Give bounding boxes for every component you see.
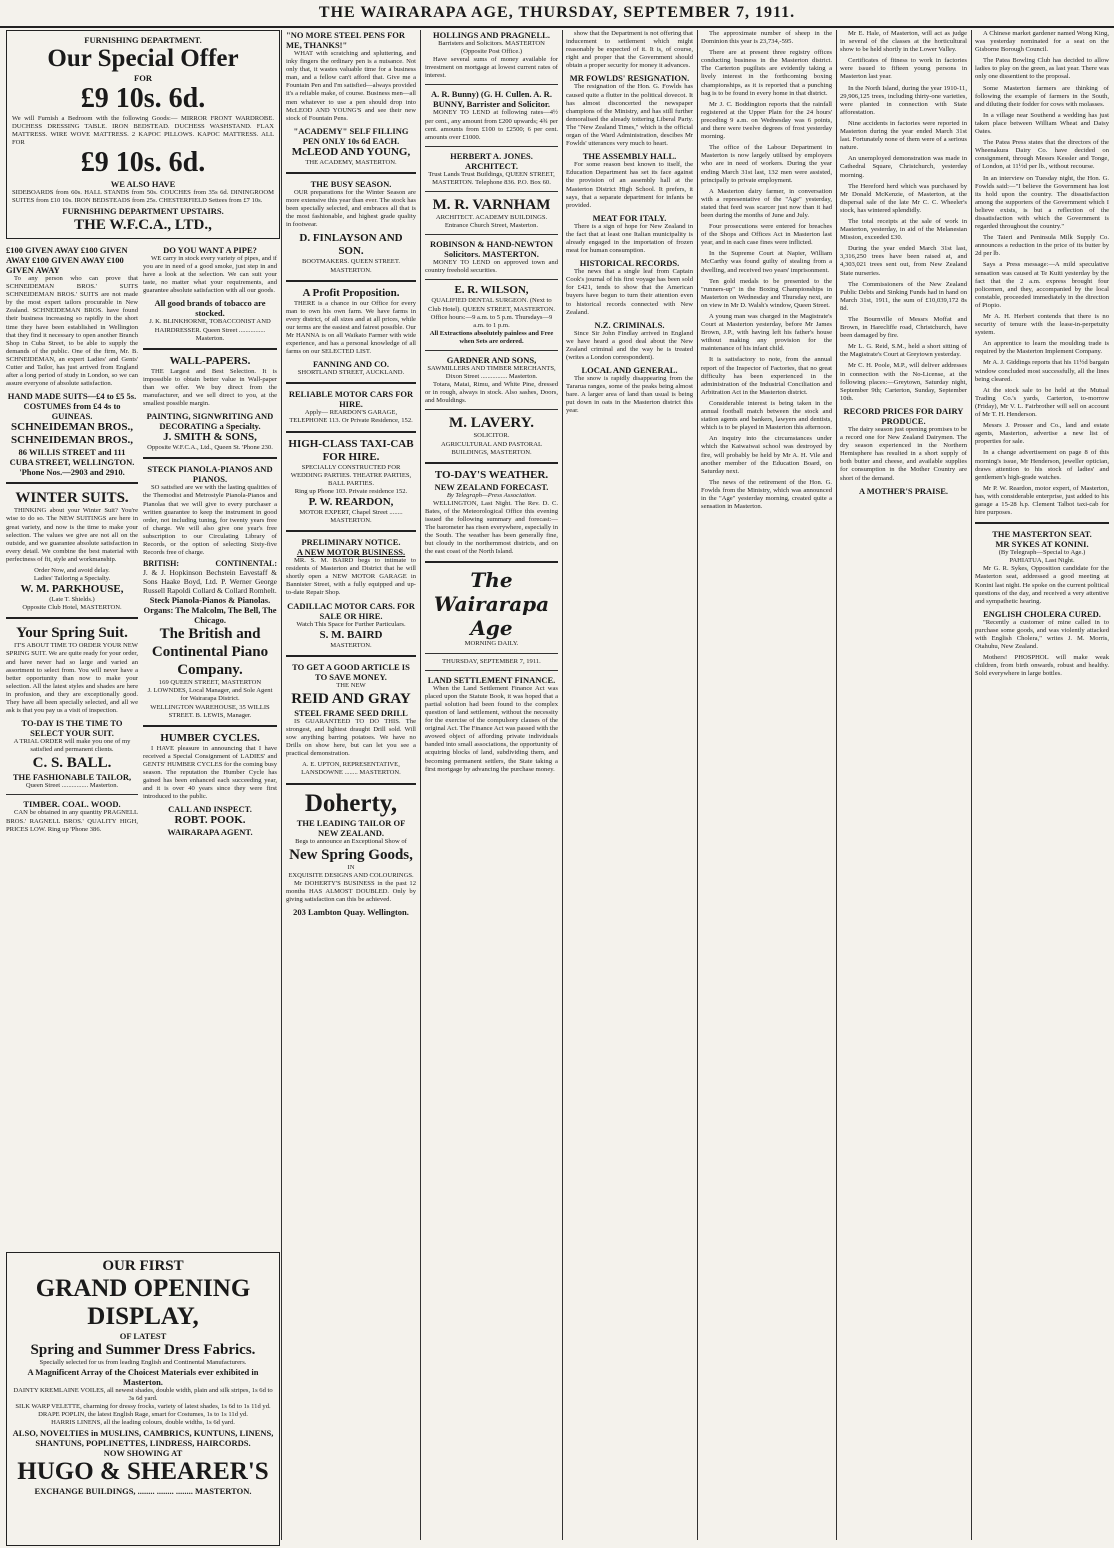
- ad-company: THE W.F.C.A., LTD.,: [74, 216, 212, 233]
- supreme: In the Supreme Court at Napier, William McCarthy was found guilty of stealing from a dwelling, and received two years' imprisonment.: [701, 250, 832, 274]
- blinkhorne: J. K. BLINKHORNE, TOBACCONIST AND HAIRDRESSER. Queen Street ................ Masterton.: [149, 318, 271, 342]
- commissioners: The Commissioners of the New Zealand Public Debts and Sinking Funds had in hand on March 31st, 1911, the sum of £10,039,172 8s 8d.: [840, 280, 967, 312]
- gold: Ten gold medals to be presented to the "runners-up" in the Boxing Championships in Masterton on Wednesday and Thursday next, are on view in Mr D. Walsh's window, Queen Street.: [701, 277, 832, 309]
- schneideman-addr: 86 WILLIS STREET and 111 CUBA STREET, WELLINGTON. 'Phone Nos.—2903 and 2910.: [9, 447, 135, 478]
- harris: HARRIS LINENS, all the leading colours, double widths, 1s 6d yard.: [51, 1419, 235, 1427]
- wilson-sub: QUALIFIED DENTAL SURGEON. (Next to Club Hotel). QUEEN STREET, MASTERTON.: [427, 297, 556, 313]
- intro: show that the Department is not offering that inducement to settlement which might reasonably be expected of it. It is, of course, right and proper that the Government should obtain a proper security for money it advances.: [566, 30, 693, 70]
- doherty: Doherty,: [304, 789, 398, 817]
- academy-pen: "ACADEMY" SELF FILLING PEN ONLY 10s 6d EACH.: [293, 125, 409, 146]
- says: Says a Press message:—A mild speculative sensation was caused at Te Kuiti yesterday by the fact that the 2 a.m. express brought four policemen, and they, accompanied by the local constable, proceeded immediately in the direction of Piopio.: [975, 261, 1109, 309]
- baird: S. M. BAIRD: [319, 628, 383, 641]
- prosecutions: Four prosecutions were entered for breaches of the Shops and Offices Act in Masterton last year, and in each case fines were inflicted.: [701, 223, 832, 247]
- wilson-note: All Extractions absolutely painless and Free when Sets are ordered.: [429, 329, 554, 345]
- column-rule: [697, 30, 698, 1540]
- inquiry: An inquiry into the circumstances under which the Kaiwaiwai school was destroyed by fire, will probably be held by Mr A. H. Vile and another member of the Education Board, on Saturday next.: [701, 435, 832, 475]
- dainty: DAINTY KREMLAINE VOILES, all newest shades, double width, plain and silk stripes, 1s 6d to 3s 6d yard.: [13, 1387, 273, 1403]
- herbert: Mr A. H. Herbert contends that there is no security of tenure with the lease-in-perpetuity system.: [975, 313, 1109, 337]
- column-4: [425, 30, 558, 1540]
- weather-sub: NEW ZEALAND FORECAST.: [434, 481, 549, 492]
- parkhouse-addr: Opposite Club Hotel, MASTERTON.: [22, 604, 122, 612]
- giddings: Mr A. J. Giddings reports that his 11½d bargain window concluded most successfully, all the lines being cleared.: [975, 359, 1109, 383]
- steck2: Steck Pianola-Pianos & Pianolas.: [149, 595, 271, 606]
- wilson-hours: Office hours:—9 a.m. to 5 p.m. Thursdays—9 a.m. to 1 p.m.: [430, 313, 553, 329]
- begs: Begs to announce an Exceptional Show of: [295, 837, 407, 845]
- fowlds: MR FOWLDS' RESIGNATION.: [569, 73, 690, 84]
- ad-price-repeat: £9 10s. 6d.: [80, 147, 206, 179]
- continental: CONTINENTAL:: [215, 559, 277, 569]
- pen-text: WHAT with scratching and spluttering, and inky fingers the ordinary pen is a nuisance. Not only that, it wastes valuable time for a business man, and a fellow can't afford that. Give me a Fountain Pen and I'm satisfied—always provided it's a reliable make, of course. Business men—all men whatever to use a pen should drop into McLEOD AND YOUNG'S and see their new stock of Fountain Pens.: [286, 50, 416, 122]
- column-2: [143, 245, 277, 1250]
- pipe-title: DO YOU WANT A PIPE?: [163, 245, 257, 255]
- gardner-sub: SAWMILLERS AND TIMBER MERCHANTS, Dixon Street ................ Masterton.: [427, 364, 556, 381]
- motor: RELIABLE MOTOR CARS FOR HIRE.: [288, 389, 414, 410]
- ad-section: FURNISHING DEPARTMENT.: [84, 35, 202, 45]
- ball-addr: Queen Street ................ Masterton.: [25, 782, 119, 790]
- silk: SILK WARP VELETTE, charming for dressy frocks, variety of latest shades, 1s 6d to 1s 11d yd.: [15, 1403, 271, 1411]
- land: LAND SETTLEMENT FINANCE.: [427, 674, 556, 685]
- sheep: The approximate number of sheep in the Dominion this year is 23,734,-595.: [701, 30, 832, 46]
- order: Order Now, and avoid delay.: [34, 566, 110, 574]
- baird-sub: MASTERTON.: [330, 641, 372, 649]
- column-rule: [281, 30, 282, 1540]
- hugo-shearer-ad: [6, 1252, 280, 1546]
- jones-addr: Trust Lands Trust Buildings, QUEEN STREET, MASTERTON. Telephone 836. P.O. Box 60.: [428, 170, 555, 186]
- masthead: THE WAIRARAPA AGE, THURSDAY, SEPTEMBER 7, 1911.: [0, 4, 1114, 28]
- upton: A. E. UPTON, REPRESENTATIVE, LANSDOWNE ........ MASTERTON.: [301, 761, 401, 777]
- makers: J. & J. Hopkinson Bechstein Eavestaff & Sons Haake Boyd, Ltd. P. Werner George Russell Rapoldi Collard & Collard Romhelt.: [143, 568, 277, 596]
- giveaway: £100 GIVEN AWAY £100 GIVEN AWAY £100 GIVEN AWAY £100 GIVEN AWAY: [6, 245, 128, 275]
- baird-text: MR. S. M. BAIRD begs to intimate to residents of Masterton and District that he will shortly open a NEW MOTOR GARAGE in Bannister Street, with a fully equipped and up-to-date Repair Shop.: [286, 557, 416, 597]
- fanning-addr: SHORTLAND STREET, AUCKLAND.: [297, 369, 405, 377]
- column-rule: [971, 30, 972, 1540]
- meat: MEAT FOR ITALY.: [592, 212, 667, 223]
- hollings-text: Have several sums of money available for investment on mortgage at lowest current rates of interest.: [425, 56, 558, 80]
- taieri: The Taieri and Peninsula Milk Supply Co. announces a reduction in the price of its butter by 2d per lb.: [975, 234, 1109, 258]
- sykes: MR SYKES AT KONINI.: [995, 539, 1089, 550]
- bc-addr: 169 QUEEN STREET, MASTERTON: [158, 679, 262, 687]
- doherty-addr: 203 Lambton Quay. Wellington.: [293, 907, 409, 918]
- dairy-farmer: A Masterton dairy farmer, in conversation with a representative of the "Age" yesterday, stated that feed was scarcer just now than it had been during the months of June and July.: [701, 187, 832, 219]
- varnham: M. R. VARNHAM: [432, 197, 551, 214]
- watch: Watch This Space for Further Particulars.: [296, 620, 406, 628]
- gardner-text: Totara, Matai, Rimu, and White Pine, dressed or in rough, always in stock. Also sashes, Doors, and Mouldings.: [425, 381, 558, 405]
- latest: OF LATEST: [119, 1331, 167, 1341]
- special: SPECIALLY CONSTRUCTED FOR WEDDING PARTIES. THEATRE PARTIES, BALL PARTIES.: [290, 463, 412, 487]
- village: In a village near Southend a wedding has just taken place between William Wheat and Daisy Oates.: [975, 111, 1109, 136]
- boarding: The Bournville of Messrs Moffat and Brown, in Harecliffe road, Christchurch, have been damaged by fire.: [840, 316, 967, 340]
- smith-addr: Opposite W.F.C.A., Ltd., Queen St. 'Phone 230.: [147, 444, 273, 452]
- novelties: ALSO, NOVELTIES in MUSLINS, CAMBRICS, KUNTUNS, LINENS, SHANTUNS, POPLINETTES, LINDRESS, HAIRCORDS.: [12, 1427, 274, 1448]
- age-title: The Wairarapa Age: [433, 568, 550, 641]
- timber: TIMBER. COAL. WOOD.: [23, 799, 121, 810]
- reid: Mr L. G. Reid, S.M., held a short sitting of the Magistrate's Court at Greytown yesterday.: [840, 343, 967, 359]
- doherty-sub: THE LEADING TAILOR OF NEW ZEALAND.: [296, 817, 406, 838]
- cholera-text: "Recently a customer of mine called in to purchase some goods, and was violently attacked with English Cholera," writes J. M. Morris, Otahuhu, New Zealand.: [975, 618, 1109, 651]
- reardon-apply: Apply— REARDON'S GARAGE, TELEPHONE 113. Or Private Residence, 152.: [289, 409, 413, 425]
- pipe-text: WE carry in stock every variety of pipes, and if you are in need of a good smoke, just step in and have a look at the selection. We can suit your taste, no matter what your requirements, and guarantee absolute satisfaction with all our goods.: [143, 255, 277, 295]
- pw-sub: MOTOR EXPERT, Chapel Street ........ MASTERTON.: [299, 508, 403, 524]
- selected: Specially selected for us from leading English and Continental Manufacturers.: [39, 1359, 247, 1366]
- column-5: [566, 30, 693, 1540]
- land-text: When the Land Settlement Finance Act was placed upon the Statute Book, it was hoped that a partial solution had been found to the complex question of land settlement, without the necessity for the exercise of the compulsory clauses of the original Act. The Finance Act was passed with the avowed object of affording private individuals banded into small associations, the opportunity of acquiring blocks of land, subdividing them, and becoming permanent settlers, the State taking a first mortgage by advancing the purchase money.: [425, 684, 558, 773]
- pragnell: CAN be obtained in any quantity PRAGNELL BROS.' RAGNELL BROS.' QUALITY HIGH, PRICES LOW. Ring up 'Phone 386.: [6, 809, 138, 833]
- during: During the year ended March 31st last, 3,316,250 trees have been raised at, and 4,303,021 trees sent out, from New Zealand State nurseries.: [840, 245, 967, 277]
- grand: GRAND OPENING DISPLAY,: [35, 1275, 251, 1330]
- farmers: Some Masterton farmers are thinking of following the example of farmers in the South, and diluting their fodder for cows with molasses.: [975, 84, 1109, 108]
- spring-goods: New Spring Goods,: [289, 846, 413, 863]
- ad-upstairs: FURNISHING DEPARTMENT UPSTAIRS.: [62, 205, 224, 216]
- trial: A TRIAL ORDER will make you one of my satisfied and permanent clients.: [13, 738, 131, 754]
- newbiz: A NEW MOTOR BUSINESS.: [296, 547, 406, 558]
- drape: DRAPE POPLIN, the latest English Rage, smart for Costumes, 1s to 1s 11d yd.: [38, 1411, 248, 1419]
- winter-title: WINTER SUITS.: [15, 490, 129, 507]
- sykes-by: (By Telegraph—Special to Age.): [998, 549, 1086, 557]
- smith: J. SMITH & SONS,: [163, 431, 257, 444]
- historical: HISTORICAL RECORDS.: [579, 258, 680, 269]
- weather-by: By Telegraph—Press Association.: [446, 491, 537, 499]
- showing: NOW SHOWING AT: [103, 1447, 183, 1458]
- humber-call: CALL AND INSPECT.: [168, 804, 252, 815]
- profit-text: THERE is a chance in our Office for every man to own his own farm. We have farms in every district, of all sizes and at all prices, while our terms are the easiest and fairest possible. Our Mr HANNA is on all Waikato Farmer with wide experience, and has a personal knowledge of all farms on our SELECTED LIST.: [286, 299, 416, 356]
- busy: THE BUSY SEASON.: [310, 178, 392, 189]
- seat: THE MASTERTON SEAT.: [992, 529, 1092, 540]
- pw-reardon: P. W. REARDON,: [308, 495, 394, 508]
- patea2: The Patea Press states that the directors of the Wheenakura Dairy Co. have decided on consignment, through Messrs Kessler and Tonge, of London, at 11½d per lb., without recourse.: [975, 139, 1109, 171]
- hugo: HUGO & SHEARER'S: [17, 1457, 269, 1485]
- jones: HERBERT A. JONES. ARCHITECT.: [450, 150, 533, 171]
- age-date: THURSDAY, SEPTEMBER 7, 1911.: [442, 657, 541, 665]
- column-rule: [836, 30, 837, 1540]
- in: IN: [347, 863, 355, 871]
- patea: The Patea Bowling Club has decided to allow ladies to play on the green, as last year. There was only one dissentient to the proposal.: [975, 57, 1109, 81]
- taxi: HIGH-CLASS TAXI-CAB FOR HIRE.: [288, 437, 414, 463]
- pook: ROBT. POOK.: [174, 814, 246, 827]
- new: THE NEW: [336, 681, 366, 689]
- schneideman-sig: SCHNEIDEMAN BROS., SCHNEIDEMAN BROS.,: [11, 421, 133, 447]
- weight: The total receipts at the sale of work in Masterton, yesterday, in aid of the Melanesian Mission, exceeded £30.: [840, 217, 967, 242]
- pook-sub: WAIRARAPA AGENT.: [167, 827, 253, 838]
- apprentice: An apprentice to learn the moulding trade is required by the Masterton Implement Company.: [975, 340, 1109, 356]
- ladies: Ladies' Tailoring a Specialty.: [33, 575, 111, 583]
- exchange: EXCHANGE BUILDINGS, ........ ........ ........ MASTERTON.: [34, 1485, 252, 1496]
- fowlds-text: The resignation of the Hon. G. Fowlds has caused quite a flutter in the political dovecot. It has almost disconcerted the newspaper champions of the Ministry, and has still further demoralised the already tottering Liberal Party. The "New Zealand Times," which is the official organ of the Ward Administration, descibes Mr Fowlds' utterances very much to heart.: [566, 83, 693, 148]
- cadillac: CADILLAC MOTOR CARS. FOR SALE OR HIRE.: [287, 600, 415, 621]
- column-3: [286, 30, 416, 1540]
- varnham-sub: ARCHITECT. ACADEMY BUILDINGS. Entrance Church Street, Masterton.: [435, 214, 548, 230]
- winter-text: THINKING about your Winter Suit? You're wise to do so. The NEW SUITINGS are here in great variety, and now is the time to make your selection. The values we give are not all on the outside, and we guarantee absolute satisfaction in every detail. We combine the best material with perfectness of fit, style and workmanship.: [6, 507, 138, 563]
- bunny: A. R. Bunny) (G. H. Cullen. A. R. BUNNY, Barrister and Solicitor.: [431, 89, 552, 110]
- pen-head: "NO MORE STEEL PENS FOR ME, THANKS!": [286, 30, 406, 50]
- today: TO-DAY IS THE TIME TO SELECT YOUR SUIT.: [21, 718, 123, 739]
- lavery-sub: SOLICITOR.: [473, 432, 510, 440]
- pipe-brands: All good brands of tobacco are stocked.: [154, 298, 266, 319]
- cholera: ENGLISH CHOLERA CURED.: [983, 608, 1101, 619]
- news: The news of the retirement of the Hon. G. Fowlds from the Ministry, which was announced in the "Age" yesterday morning, created quite a sensation in Masterton.: [701, 478, 832, 511]
- ball-sub: THE FASHIONABLE TAILOR,: [12, 772, 132, 783]
- reardon: Mr P. W. Reardon, motor expert, of Masterton, has, with considerable enterprise, just added to his garage a 15-28 h.p. Clement Talbot taxi-cab for hire purposes.: [975, 484, 1109, 517]
- historical-text: The news that a single leaf from Captain Cook's journal of his first voyage has been sold for £421, tends to show that the American buyers have begun to turn their attention even to historical records connected with New Zealand.: [566, 268, 693, 316]
- spring-text: IT'S ABOUT TIME TO ORDER YOUR NEW SPRING SUIT. We are quite ready for your order, and have never had so large and varied an assortment to select from. You will never have a better opportunity than now to make your selection. All the latest styles and shades are here in profusion, and they are exceptionally good. They have all been specially selected, and all we ask is that you pay us a visit of inspection.: [6, 642, 138, 715]
- ad-headline: Our Special Offer: [47, 45, 239, 72]
- meat-text: There is a sign of hope for New Zealand in the fact that at least one Italian municipality is already engaged in the importation of frozen meat for human consumption.: [566, 222, 693, 255]
- column-6: [701, 30, 832, 1540]
- hollings-sub: Barristers and Solicitors. MASTERTON (Opposite Post Office.): [438, 40, 545, 56]
- spring-fabrics: Spring and Summer Dress Fabrics.: [30, 1342, 256, 1358]
- labour: The office of the Labour Department in Masterton is now largely utilised by employers who are in need of workers. During the year ending March 31st last, 132 men were assisted, principally to private employment.: [701, 144, 832, 184]
- column-1-lower: [6, 245, 138, 1250]
- first: OUR FIRST: [102, 1258, 184, 1274]
- weather: TO-DAY'S WEATHER.: [434, 468, 549, 481]
- humber-text: I HAVE pleasure in announcing that I have received a Special Consignment of LADIES' and GENTS' HUMBER CYCLES for the coming busy season. The reputation the Humber Cycle has gained has been enhanced each succeeding year, and it is over 40 years since they were first introduced to the public.: [143, 744, 277, 801]
- ad-also: WE ALSO HAVE: [110, 179, 176, 190]
- column-7: [840, 30, 967, 1540]
- record-text: The dairy season just opening promises to be a record one for New Zealand Dairymen. The dry season experienced in the Northern Hemisphere has resulted in a short supply of both butter and cheese, and available supplies for consumption in the Mother Country are short of the demand.: [840, 425, 967, 482]
- robinson-text: MONEY TO LEND on approved town and country freehold securities.: [425, 259, 558, 275]
- reid: REID AND GRAY: [291, 690, 411, 707]
- mother: A MOTHER'S PRAISE.: [858, 485, 949, 496]
- steck-text: SO satisfied are we with the lasting qualities of the Themodist and Metrostyle Pianola-Pianos and Pianolas that we will give to every purchaser a written guarantee to keep the instrument in good order, not including tuning, for twenty years free of charge. We will also give one year's free subscription to our Circulating Library of Records, or the option of selecting Sixty-five Records free of charge.: [143, 484, 277, 557]
- wfca-ad: [6, 30, 280, 239]
- weather-text: WELLINGTON, Last Night. The Rev. D. C. Bates, of the Meteorological Office this evening issued the following summary and forecast:— The barometer has risen everywhere, especially in the South. The weather has been generally fine, but cloudy in the northernmost districts, and on the east coast of the North Island.: [425, 499, 558, 556]
- fanning: FANNING AND CO.: [312, 359, 390, 370]
- column-8: [975, 30, 1109, 1540]
- interview: In an interview on Tuesday night, the Hon. G. Fowlds said:—"I believe the Government has lost its hold upon the country. The dissatisfaction among the supporters of the Government which I believe exists, is but a reflection of the dissatisfaction with which the Government is regarded throughout the country.": [975, 174, 1109, 231]
- considerable: Considerable interest is being taken in the annual football match between the stock and station agents and bankers, lawyers and dentists, which is to be played in Masterton this afternoon.: [701, 399, 832, 432]
- criminals-text: Since Sir John Findlay arrived in England we have heard a good deal about the New Zealand criminal and the way he is treated (writes a London correspondent).: [566, 329, 693, 361]
- column-rule: [562, 30, 563, 1540]
- chinese: A Chinese market gardener named Wong King, was yesterday nominated for a seat on the Gisborne Borough Council.: [975, 30, 1109, 54]
- poole: Mr C. H. Poole, M.P., will deliver addresses in connection with the No-License, at the following places:—Greytown, Saturday night, September 9th; Carterton, Sunday, September 10th.: [840, 362, 967, 402]
- local: LOCAL AND GENERAL.: [581, 365, 678, 376]
- mothers: Mothers! PHOSPHOL will make weak children, from birth onwards, robust and healthy. Sold everywhere in large bottles.: [975, 654, 1109, 678]
- designs: EXQUISITE DESIGNS AND COLOURINGS.: [288, 871, 414, 879]
- messrs: Messrs J. Prosser and Co., land and estate agents, Masterton, advertise a new list of properties for sale.: [975, 422, 1109, 446]
- hollings: HOLLINGS AND PRAGNELL.: [433, 30, 550, 40]
- wall-text: THE Largest and Best Selection. It is impossible to obtain better value in Wall-paper than we offer. We buy direct from the manufacturer, and we sell direct to you, at the smallest possible margin.: [143, 367, 277, 408]
- lavery: M. LAVERY.: [449, 415, 534, 432]
- column-rule: [420, 30, 421, 1540]
- organs: Organs: The Malcolm, The Bell, The Chicago.: [143, 605, 277, 626]
- handmade: HAND MADE SUITS—£4 to £5 5s. COSTUMES from £4 4s to GUINEAS.: [7, 391, 137, 422]
- change: In a change advertisement on page 8 of this morning's issue, Mr Henderson, jeweller optician, draws attention to his stock of ladies' and gentlemen's high-grade watches.: [975, 449, 1109, 481]
- registry: There are at present three registry offices conducting business in the Masterton district. The Carterton pugilists are evidently taking a lively interest in the forthcoming boxing championships, as it is reported that a punching bag is to be found in every home in that district.: [701, 49, 832, 97]
- wallpapers: WALL-PAPERS.: [169, 354, 251, 367]
- finlayson-sub: BOOTMAKERS. QUEEN STREET. MASTERTON.: [301, 258, 401, 274]
- busy-text: OUR preparations for the Winter Season are more extensive this year than ever. The stock has been specially selected, and embraces all that is the most fashionable, and highest grade quality in footwear.: [286, 188, 416, 229]
- humber: HUMBER CYCLES.: [160, 731, 260, 744]
- ad-price: £9 10s. 6d.: [80, 83, 206, 114]
- profit: A Profit Proposition.: [302, 286, 400, 299]
- stock: At the stock sale to be held at the Mutual Trading Co.'s yards, Carterton, to-morrow (Friday), Mr V. L. Fairbrother will sell on account of Mr T. H. Henderson.: [975, 386, 1109, 419]
- agri: AGRICULTURAL AND PASTORAL BUILDINGS, MASTERTON.: [441, 440, 542, 456]
- ad-for: FOR: [134, 73, 152, 83]
- british-co: The British and Continental Piano Company.: [151, 626, 269, 679]
- bunny-text: MONEY TO LEND at following rates—4½ per cent., any amount from £200 upwards; 4¾ per cent. amounts from £100 to £2500; 6 per cent. amounts over £1000.: [425, 109, 558, 141]
- boddington: Mr J. C. Boddington reports that the rainfall registered at the Upper Plain for the 24 hours' preceding 9 a.m. on Wednesday was 6 points, and there were twelve degrees of frost yesterday morning.: [701, 100, 832, 141]
- ball: C. S. BALL.: [32, 755, 112, 772]
- spring-title: Your Spring Suit.: [16, 625, 128, 642]
- hale: Mr E. Hale, of Masterton, will act as judge in several of the classes at the horticultural show to be held shortly in the Lower Valley.: [840, 30, 967, 54]
- painting: PAINTING, SIGNWRITING AND DECORATING a Specialty.: [146, 411, 274, 432]
- robinson: ROBINSON & HAND-NEWTON Solicitors. MASTERTON.: [429, 239, 554, 260]
- cert: Certificates of fitness to work in factories were issued to fifteen young persons in Masterton last year.: [840, 57, 967, 81]
- array: A Magnificent Array of the Choicest Materials ever exhibited in Masterton.: [27, 1367, 259, 1388]
- local-text: The snow is rapidly disappearing from the Tararua ranges, some of the peaks being almost bare. A larger area of land than usual is being put down in oats in the Masterton district this year.: [566, 375, 693, 415]
- satisfactory: It is satisfactory to note, from the annual report of the Inspector of Factories, that no great difficulty has been experienced in the administration of the Industrial Conciliation and Arbitration Act in the Masterton district.: [701, 356, 832, 396]
- wilson: E. R. WILSON,: [454, 284, 529, 297]
- prelim: PRELIMINARY NOTICE.: [301, 537, 401, 548]
- north: In the North Island, during the year 1910-11, 29,906,125 trees, including thirty-one varieties, were planted in connection with State afforestation.: [840, 84, 967, 116]
- parkhouse: W. M. PARKHOUSE,: [20, 583, 124, 596]
- ring: Ring up Phone 103. Private residence 152.: [294, 487, 408, 495]
- drill: STEEL FRAME SEED DRILL: [294, 707, 408, 718]
- criminals: N.Z. CRIMINALS.: [594, 319, 665, 330]
- good: TO GET A GOOD ARTICLE IS TO SAVE MONEY.: [292, 661, 410, 682]
- mcleod-sub: THE ACADEMY, MASTERTON.: [305, 158, 397, 166]
- mcleod: McLEOD AND YOUNG,: [291, 145, 411, 158]
- sykes-text: Mr G. R. Sykes, Opposition candidate for the Masterton seat, addressed a good meeting at Konini last night. He spoke on the current political questions of the day, and received a very attentive and sympathetic hearing.: [975, 565, 1109, 605]
- hereford: The Hereford herd which was purchased by Mr Donald McKenzie, of Masterton, at the dispersal sale of the late Mr C. C. Wheeler's stock, has wintered splendidly.: [840, 182, 967, 214]
- parkhouse-sub: (Late T. Shields.): [49, 596, 95, 604]
- ad-also-list: SIDEBOARDS from 60s. HALL STANDS from 50s. COUCHES from 35s 6d. DININGROOM SUITES from £10 10s. IRON BEDSTEADS from 25s. CHESTERFIELD Settees from £7 10s.: [12, 189, 274, 205]
- lowndes: J. LOWNDES, Local Manager, and Sole Agent for Wairarapa District.: [147, 687, 273, 703]
- youngman: A young man was charged in the Magistrate's Court at Masterton yesterday, before Mr James Brown, J.P., with having left his father's house without making any provision for the maintenance of his infant child.: [701, 313, 832, 353]
- age-sub: MORNING DAILY.: [464, 640, 519, 648]
- assembly: THE ASSEMBLY HALL.: [582, 151, 677, 162]
- pahiatua: PAHIATUA, Last Night.: [1009, 557, 1075, 565]
- doherty-text: Mr DOHERTY'S BUSINESS in the past 12 months HAS ALMOST DOUBLED. Only by giving satisfaction can this be achieved.: [286, 879, 416, 903]
- finlayson: D. FINLAYSON AND SON.: [299, 232, 403, 258]
- steck: STECK PIANOLA-PIANOS AND PIANOS.: [147, 464, 273, 485]
- schneideman-text: To any person who can prove that SCHNEIDEMAN BROS.' SUITS SCHNEIDEMAN BROS.' SUITS are not made by the most expert tailors procurable in New Zealand. SCHNEIDEMAN BROS. have found their business increasing so rapidly in the short time they have been established in Wellington that they find it necessary to open another Branch Shop in Cuba Street, to be able to supply the demands of the public. One of the firm, Mr. B. SCHNEIDEMAN, an expert Ladies' and Gents' Cutter and Tailor, has just arrived from England after a long period of study in London, so we can assure everyone of absolute satisfaction.: [6, 275, 138, 388]
- nine: Nine accidents in factories were reported in Masterton during the year ended March 31st last. Fortunately none of them were of a serious nature.: [840, 119, 967, 152]
- assembly-text: For some reason best known to itself, the Education Department has set its face against the provision of an assembly hall at the Masterton District High School. It prefers, it says, that a separate department for infants be provided.: [566, 161, 693, 209]
- record: RECORD PRICES FOR DAIRY PRODUCE.: [843, 405, 964, 426]
- unemployed: An unemployed demonstration was made in Cathedral Square, Christchurch, yesterday morning.: [840, 155, 967, 179]
- drill-text: IS GUARANTEED TO DO THIS. The strongest, and lightest draught Drill sold. Will sow anything barring potatoes. We have no Drills on show here, but can let you see a practical demonstration.: [286, 717, 416, 758]
- british: BRITISH:: [143, 559, 180, 569]
- gardner: GARDNER AND SONS,: [446, 354, 537, 365]
- wellington-warehouse: WELLINGTON WAREHOUSE, 35 WILLIS STREET. B. LEWIS, Manager.: [150, 703, 270, 719]
- ad-list: We will Furnish a Bedroom with the following Goods:— MIRROR FRONT WARDROBE. DUCHESS DRESSING TABLE. IRON BEDSTEAD. DUCHESS WASHSTAND. FLAX MATTRESS. WIRE WOVE MATTRESS. 2 KAPOC PILLOWS. KAPOC MATTRESS. ALL FOR: [12, 115, 274, 147]
